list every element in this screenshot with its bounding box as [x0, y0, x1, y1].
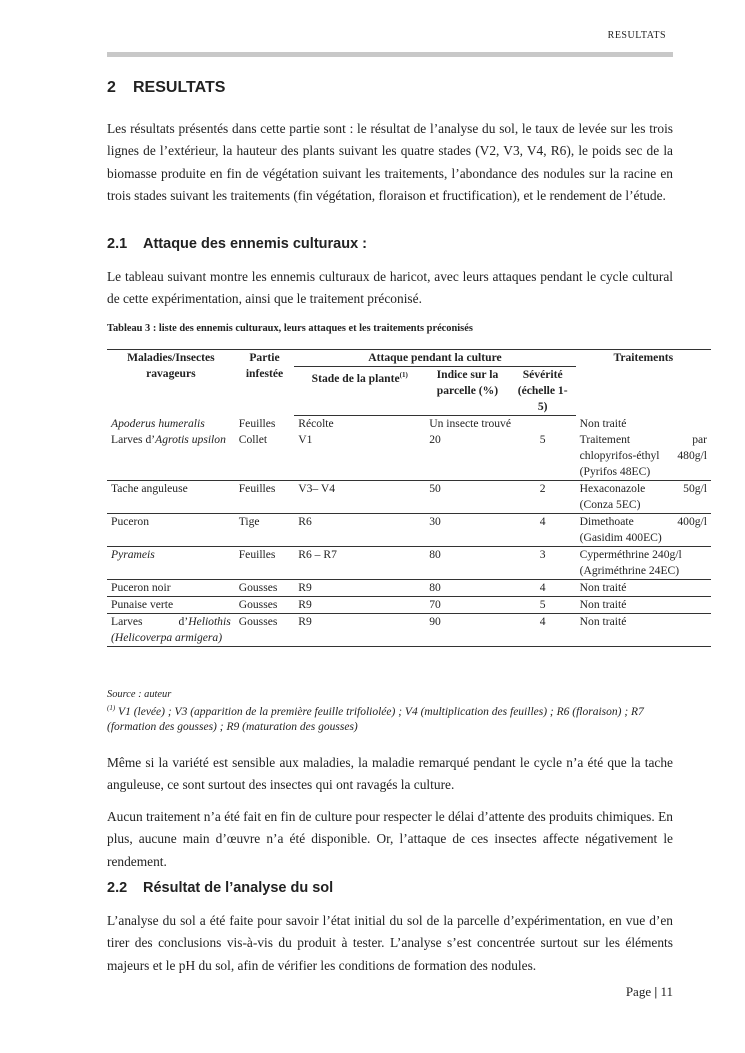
cell-stage: R9: [294, 580, 425, 597]
table-row: [107, 432, 711, 481]
cell-pest: [107, 614, 235, 647]
subsection-number: 2.1: [107, 236, 128, 252]
cell-index: 90: [425, 614, 509, 647]
cell-pest: Apoderus humeralis: [111, 416, 205, 430]
cell-treatment: Non traité: [579, 416, 627, 430]
header-attack-group: Attaque pendant la culture: [294, 350, 575, 367]
cell-index: 50: [425, 481, 509, 514]
header-rule: [107, 52, 673, 57]
cell-pest: [107, 432, 235, 481]
cell-severity: 4: [510, 614, 576, 647]
cell-treatment: Dimethoate 400g/l (Gasidim 400EC): [576, 514, 711, 547]
table-row: [107, 416, 711, 433]
cell-part: Feuilles: [235, 481, 295, 514]
cell-severity: 4: [510, 580, 576, 597]
section-title: RESULTATS: [133, 79, 226, 96]
section-heading: [107, 79, 225, 97]
table-row: [107, 514, 711, 547]
pests-table: [107, 349, 711, 647]
cell-index: 80: [425, 547, 509, 580]
subsection-title: Attaque des ennemis culturaux :: [143, 236, 367, 252]
cell-severity: 4: [510, 514, 576, 547]
cell-stage: V1: [294, 432, 425, 481]
table-source: Source : auteur: [107, 689, 172, 700]
cell-pest: Puceron noir: [107, 580, 235, 597]
cell-stage: R6 – R7: [294, 547, 425, 580]
table-footnote: [107, 701, 673, 736]
cell-stage: R9: [294, 614, 425, 647]
cell-pest: Pyrameis: [107, 547, 235, 580]
cell-stage: R9: [294, 597, 425, 614]
cell-treatment: Hexaconazole 50g/l (Conza 5EC): [576, 481, 711, 514]
after-table-paragraph-1: Même si la variété est sensible aux maladies, la maladie remarqué pendant le cycle n’a été que la tache anguleuse, ce sont surtout des insectes qui ont ravagés la culture.: [107, 755, 673, 793]
subsection-2-1-paragraph: Le tableau suivant montre les ennemis culturaux de haricot, avec leurs attaques pendant le cycle cultural de cette expérimentation, ainsi que le traitement préconisé.: [107, 269, 673, 307]
cell-index: 80: [425, 580, 509, 597]
page-footer: [626, 984, 673, 1000]
table-row: [107, 481, 711, 514]
cell-stage: R6: [294, 514, 425, 547]
cell-treatment: Non traité: [576, 580, 711, 597]
cell-treatment: Cyperméthrine 240g/l (Agriméthrine 24EC): [576, 547, 711, 580]
cell-stage: Récolte: [298, 417, 334, 430]
cell-part: Feuilles: [238, 416, 276, 430]
intro-paragraph: Les résultats présentés dans cette partie sont : le résultat de l’analyse du sol, le taux de levée sur les trois lignes de l’extérieur, la hauteur des plants suivant les quatre stades (V2, V3, V4, R6), le poids sec de la biomasse produite en fin de végétation suivant les traitements, l’abondance des nodules sur la racine en trois stades suivant les traitements (fin végétation, floraison et fructification), et le rendement de l’étude.: [107, 121, 673, 204]
cell-severity: 3: [510, 547, 576, 580]
table-caption: Tableau 3 : liste des ennemis culturaux, leurs attaques et les traitements préconisés: [107, 323, 473, 334]
cell-stage: V3– V4: [294, 481, 425, 514]
cell-part: Feuilles: [235, 547, 295, 580]
subsection-title: Résultat de l’analyse du sol: [143, 880, 334, 896]
cell-severity: 2: [510, 481, 576, 514]
subsection-heading-2-2: [107, 880, 333, 896]
page-label: Page: [625, 984, 652, 999]
cell-part: Gousses: [235, 580, 295, 597]
table-header-row: [107, 350, 711, 367]
cell-treatment: Non traité: [576, 597, 711, 614]
footnote-text: V1 (levée) ; V3 (apparition de la première feuille trifoliolée) ; V4 (multiplication des feuilles) ; R6 (floraison) ; R7 (formation des gousses) ; R9 (maturation des gousses): [107, 705, 644, 734]
cell-pest-prefix: Larves d’: [111, 433, 156, 446]
cell-severity: 5: [510, 597, 576, 614]
table-row: [107, 597, 711, 614]
cell-treatment: Non traité: [576, 614, 711, 647]
section-number: 2: [107, 79, 116, 96]
cell-index: 30: [425, 514, 509, 547]
header-part: Partie infestée: [235, 350, 295, 416]
table-notes: [107, 688, 673, 736]
page-number: 11: [660, 984, 673, 999]
after-table-paragraph-2: Aucun traitement n’a été fait en fin de culture pour respecter le délai d’attente des produits chimiques. En plus, aucune main d’œuvre n’a été disponible. Or, l’attaque de ces insectes affecte négativement le rendement.: [107, 809, 673, 869]
header-index: Indice sur la parcelle (%): [425, 367, 509, 416]
running-header: RESULTATS: [607, 30, 666, 41]
cell-treatment: Traitement par chlopyrifos-éthyl 480g/l (Pyrifos 48EC): [576, 432, 711, 481]
header-stage: [294, 367, 425, 416]
header-pest: Maladies/Insectes ravageurs: [107, 350, 235, 416]
table-row: [107, 614, 711, 647]
table-row: [107, 580, 711, 597]
cell-severity: 5: [510, 432, 576, 481]
header-severity: Sévérité (échelle 1-5): [510, 367, 576, 416]
subsection-heading-2-1: [107, 236, 367, 252]
cell-index: 70: [425, 597, 509, 614]
footnote-mark: (1): [107, 704, 116, 712]
cell-index: Un insecte trouvé: [429, 417, 511, 430]
cell-pest: Puceron: [107, 514, 235, 547]
cell-part: Gousses: [235, 614, 295, 647]
table-row: [107, 547, 711, 580]
cell-pest-species: Heliothis (Helicoverpa armigera): [111, 615, 231, 644]
subsection-number: 2.2: [107, 880, 128, 896]
cell-part: Collet: [235, 432, 295, 481]
header-stage-sup: (1): [399, 371, 408, 379]
cell-pest: Tache anguleuse: [107, 481, 235, 514]
header-treatment: Traitements: [576, 350, 711, 416]
cell-pest-prefix: Larves d’: [111, 615, 189, 628]
header-stage-text: Stade de la plante: [311, 371, 400, 385]
cell-index: 20: [425, 432, 509, 481]
subsection-2-2-paragraph: L’analyse du sol a été faite pour savoir l’état initial du sol de la parcelle d’expérimentation, en vue d’en tirer des conclusions vis-à-vis du produit à tester. L’analyse s’est concentrée surtout sur les éléments majeurs et le pH du sol, afin de vérifier les conditions de formation des nodules.: [107, 913, 673, 973]
cell-pest-species: Agrotis upsilon: [155, 433, 226, 446]
cell-part: Gousses: [235, 597, 295, 614]
cell-pest: Punaise verte: [107, 597, 235, 614]
page-separator: |: [654, 984, 658, 999]
cell-part: Tige: [235, 514, 295, 547]
